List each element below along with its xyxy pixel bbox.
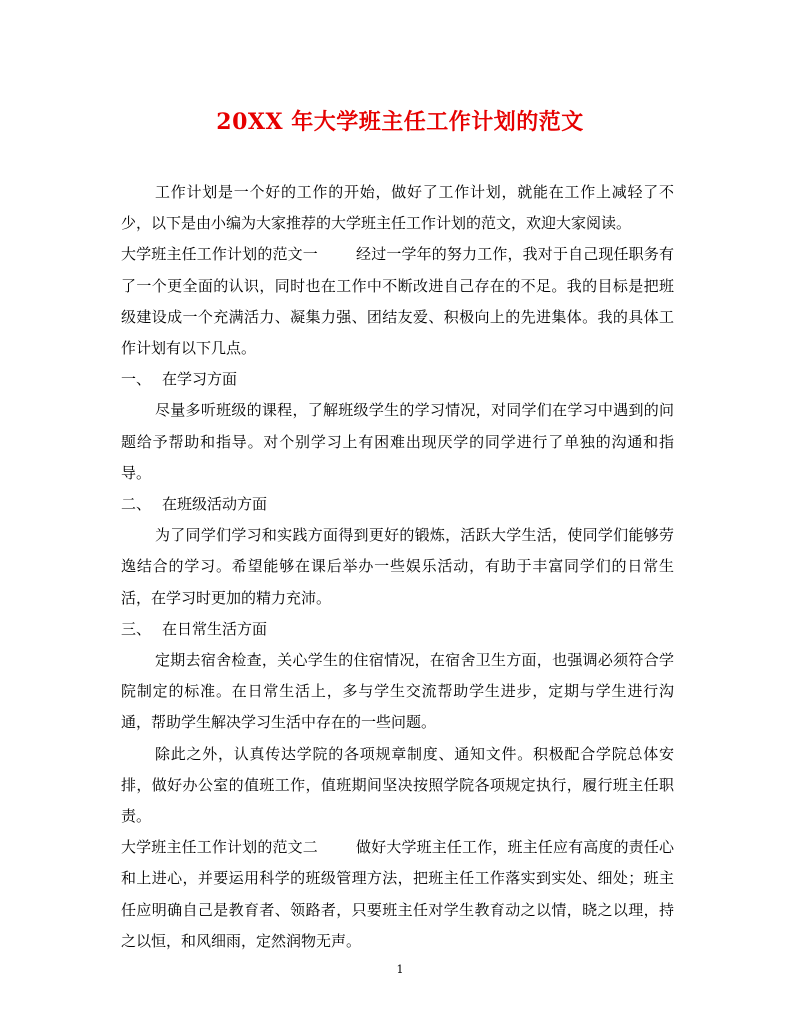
section-number: 二、 bbox=[121, 495, 152, 514]
sample-one-text: 经过一学年的努力工作，我对于自己现任职务有了一个更全面的认识，同时也在工作中不断改进自己存在的不足。我的目标是把班级建设成一个充满活力、凝集力强、团结友爱、积极向上的先进集体。我的具体工作计划有以下几点。 bbox=[121, 245, 674, 358]
sample-one-paragraph bbox=[121, 239, 674, 364]
activities-paragraph: 为了同学们学习和实践方面得到更好的锻炼，活跃大学生活，使同学们能够劳逸结合的学习。希望能够在课后举办一些娱乐活动，有助于丰富同学们的日常生活，在学习时更加的精力充沛。 bbox=[121, 526, 674, 607]
section-heading-text: 在班级活动方面 bbox=[162, 495, 268, 514]
section-heading-text: 在日常生活方面 bbox=[162, 619, 268, 638]
intro-paragraph: 工作计划是一个好的工作的开始，做好了工作计划，就能在工作上减轻了不少，以下是由小编为大家推荐的大学班主任工作计划的范文，欢迎大家阅读。 bbox=[121, 183, 674, 233]
document-title: 20XX 年大学班主任工作计划的范文 bbox=[216, 109, 584, 135]
sample-two-label: 大学班主任工作计划的范文二 bbox=[121, 838, 318, 857]
section-number: 三、 bbox=[121, 619, 152, 638]
daily-life-paragraph: 定期去宿舍检查，关心学生的住宿情况，在宿舍卫生方面，也强调必须符合学院制定的标准。在日常生活上，多与学生交流帮助学生进步，定期与学生进行沟通，帮助学生解决学习生活中存在的一些问题。 bbox=[121, 651, 674, 732]
sample-one-label: 大学班主任工作计划的范文一 bbox=[121, 245, 318, 264]
sample-two-text: 做好大学班主任工作，班主任应有高度的责任心和上进心，并要运用科学的班级管理方法，把班主任工作落实到实处、细处；班主任应明确自己是教育者、领路者，只要班主任对学生教育动之以情，晓之以理，持之以恒，和风细雨，定然润物无声。 bbox=[121, 838, 674, 950]
section-heading-study bbox=[121, 364, 674, 395]
section-heading-text: 在学习方面 bbox=[162, 370, 238, 389]
section-number: 一、 bbox=[121, 370, 152, 389]
study-paragraph: 尽量多听班级的课程，了解班级学生的学习情况，对同学们在学习中遇到的问题给予帮助和指导。对个别学习上有困难出现厌学的同学进行了单独的沟通和指导。 bbox=[121, 401, 674, 482]
additional-paragraph: 除此之外，认真传达学院的各项规章制度、通知文件。积极配合学院总体安排，做好办公室的值班工作，值班期间坚决按照学院各项规定执行，履行班主任职责。 bbox=[121, 744, 674, 826]
page-number: 1 bbox=[396, 963, 404, 976]
section-heading-daily-life bbox=[121, 614, 674, 645]
section-heading-activities bbox=[121, 489, 674, 520]
sample-two-paragraph bbox=[121, 832, 674, 957]
document-body bbox=[121, 177, 674, 957]
